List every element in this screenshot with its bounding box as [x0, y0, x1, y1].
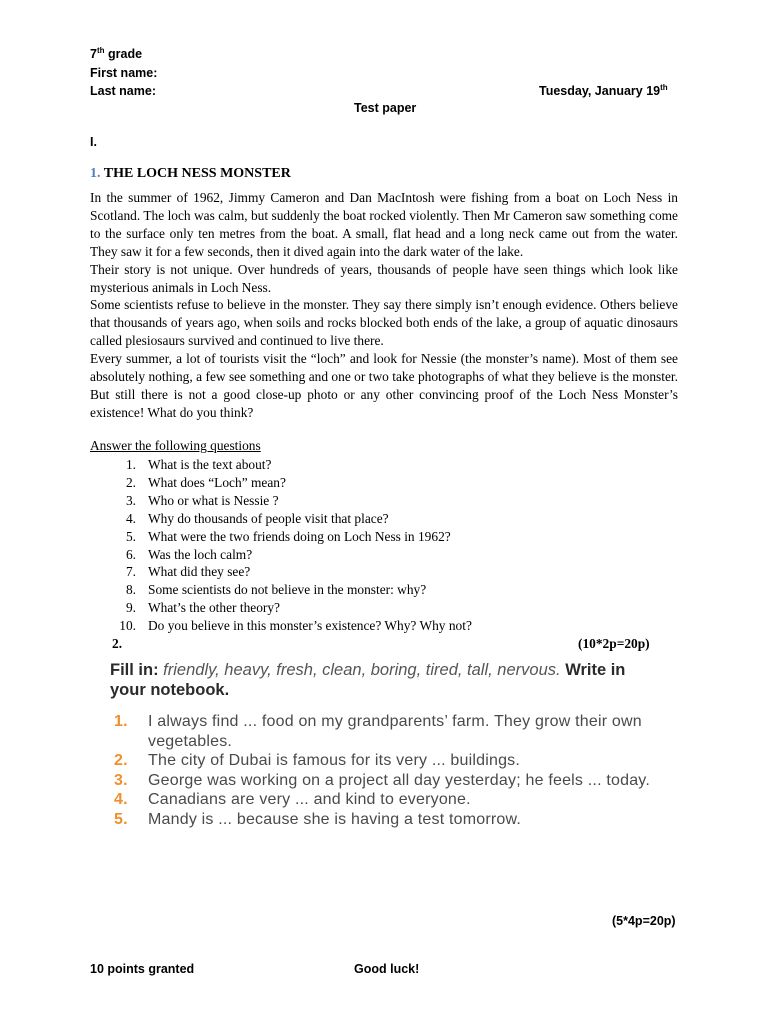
paragraph: Their story is not unique. Over hundreds of years, thousands of people have seen things which look like mysterious animals in Loch Ness.	[90, 261, 678, 295]
points-granted: 10 points granted	[90, 962, 195, 976]
sentence-item	[110, 712, 650, 751]
question-item	[112, 474, 672, 492]
sentence-number: 4.	[114, 791, 128, 808]
sentence-item	[110, 771, 650, 791]
question-text: Some scientists do not believe in the monster: why?	[148, 582, 427, 598]
questions-list	[112, 456, 672, 635]
question-item	[112, 563, 672, 581]
exercise-1-title: THE LOCH NESS MONSTER	[103, 166, 291, 181]
question-item	[112, 599, 672, 617]
fill-in-sentences	[110, 712, 650, 829]
date-text: Tuesday, January 19	[539, 84, 661, 98]
question-number: 4.	[125, 510, 136, 526]
question-text: What’s the other theory?	[148, 600, 280, 616]
question-number: 7.	[125, 564, 136, 580]
question-text: Who or what is Nessie ?	[148, 492, 279, 508]
question-number: 9.	[125, 600, 136, 616]
word-bank: friendly, heavy, fresh, clean, boring, tired, tall, nervous.	[163, 661, 561, 679]
exercise-2-points: (5*4p=20p)	[612, 914, 676, 928]
paragraph: In the summer of 1962, Jimmy Cameron and Dan MacIntosh were fishing from a boat on Loch Ness in Scotland. The loch was calm, but suddenly the boat rocked violently. Then Mr Cameron saw something come to the surface only ten metres from the boat. A small, flat head and a long neck came out from the water. They saw it for a few seconds, then it dived again into the dark water of the lake.	[90, 190, 678, 259]
question-text: What is the text about?	[148, 457, 272, 472]
date	[539, 84, 668, 98]
fill-in-exercise	[110, 660, 650, 910]
sentence-number: 1.	[114, 713, 128, 730]
sentence-text: George was working on a project all day yesterday; he feels ... today.	[148, 771, 650, 789]
question-number: 8.	[125, 582, 136, 598]
exercise-2-number: 2.	[112, 636, 123, 651]
exercise-1-points: (10*2p=20p)	[578, 636, 650, 651]
question-item	[112, 528, 672, 546]
page-title: Test paper	[354, 101, 417, 115]
question-text: What were the two friends doing on Loch Ness in 1962?	[148, 528, 451, 544]
grade-number: 7	[90, 47, 97, 61]
question-number: 6.	[125, 546, 136, 562]
sentence-text: Mandy is ... because she is having a test tomorrow.	[148, 810, 522, 828]
reading-text	[90, 189, 678, 422]
question-text: What did they see?	[148, 564, 251, 580]
grade-superscript: th	[96, 45, 105, 55]
fill-in-instruction	[110, 660, 650, 700]
question-number: 2.	[125, 474, 136, 490]
question-number: 10.	[119, 618, 136, 634]
question-item	[112, 546, 672, 564]
question-item	[112, 617, 672, 635]
sentence-number: 3.	[114, 771, 128, 789]
good-luck: Good luck!	[354, 962, 420, 976]
question-number: 1.	[125, 457, 136, 472]
date-superscript: th	[660, 82, 668, 92]
question-number: 3.	[125, 492, 136, 508]
paragraph: Some scientists refuse to believe in the monster. They say there simply isn’t enough evidence. Others believe that thousands of years ago, when soils and rocks blocked both ends of the lake, a group of aquatic dinosaurs called plesiosaurs survived and continued to live there.	[90, 297, 678, 349]
sentence-text: The city of Dubai is famous for its very ... buildings.	[148, 752, 521, 769]
question-item	[112, 510, 672, 528]
section-number: I.	[90, 135, 97, 149]
sentence-number: 2.	[114, 752, 128, 769]
question-text: What does “Loch” mean?	[148, 474, 286, 490]
grade-word: grade	[104, 47, 143, 61]
write-instruction: Write in your notebook.	[110, 661, 626, 699]
paragraph: Every summer, a lot of tourists visit the “loch” and look for Nessie (the monster’s name). Most of them see absolutely nothing, a few see something and one or two take photographs of what they believe is the monster. But still there is not a good close-up photo or any other convincing proof of the Loch Ness Monster’s existence! What do you think?	[90, 351, 678, 420]
question-text: Do you believe in this monster’s existence? Why? Why not?	[148, 618, 472, 634]
sentence-text: I always find ... food on my grandparents’ farm. They grow their own vegetables.	[148, 713, 642, 750]
questions-instruction: Answer the following questions	[90, 438, 261, 453]
question-item	[112, 581, 672, 599]
last-name-label: Last name:	[90, 84, 156, 98]
question-item	[112, 492, 672, 510]
sentence-item	[110, 751, 650, 771]
question-number: 5.	[125, 528, 136, 544]
sentence-number: 5.	[114, 810, 128, 828]
question-item	[112, 456, 672, 474]
exercise-1-heading	[90, 166, 291, 182]
fill-in-label: Fill in:	[110, 661, 159, 679]
sentence-item	[110, 790, 650, 810]
question-text: Was the loch calm?	[148, 546, 253, 562]
grade-line	[90, 47, 142, 61]
sentence-item	[110, 810, 650, 830]
sentence-text: Canadians are very ... and kind to everyone.	[148, 791, 471, 808]
question-text: Why do thousands of people visit that place?	[148, 510, 389, 526]
exercise-1-number: 1.	[90, 166, 101, 181]
first-name-label: First name:	[90, 66, 158, 80]
